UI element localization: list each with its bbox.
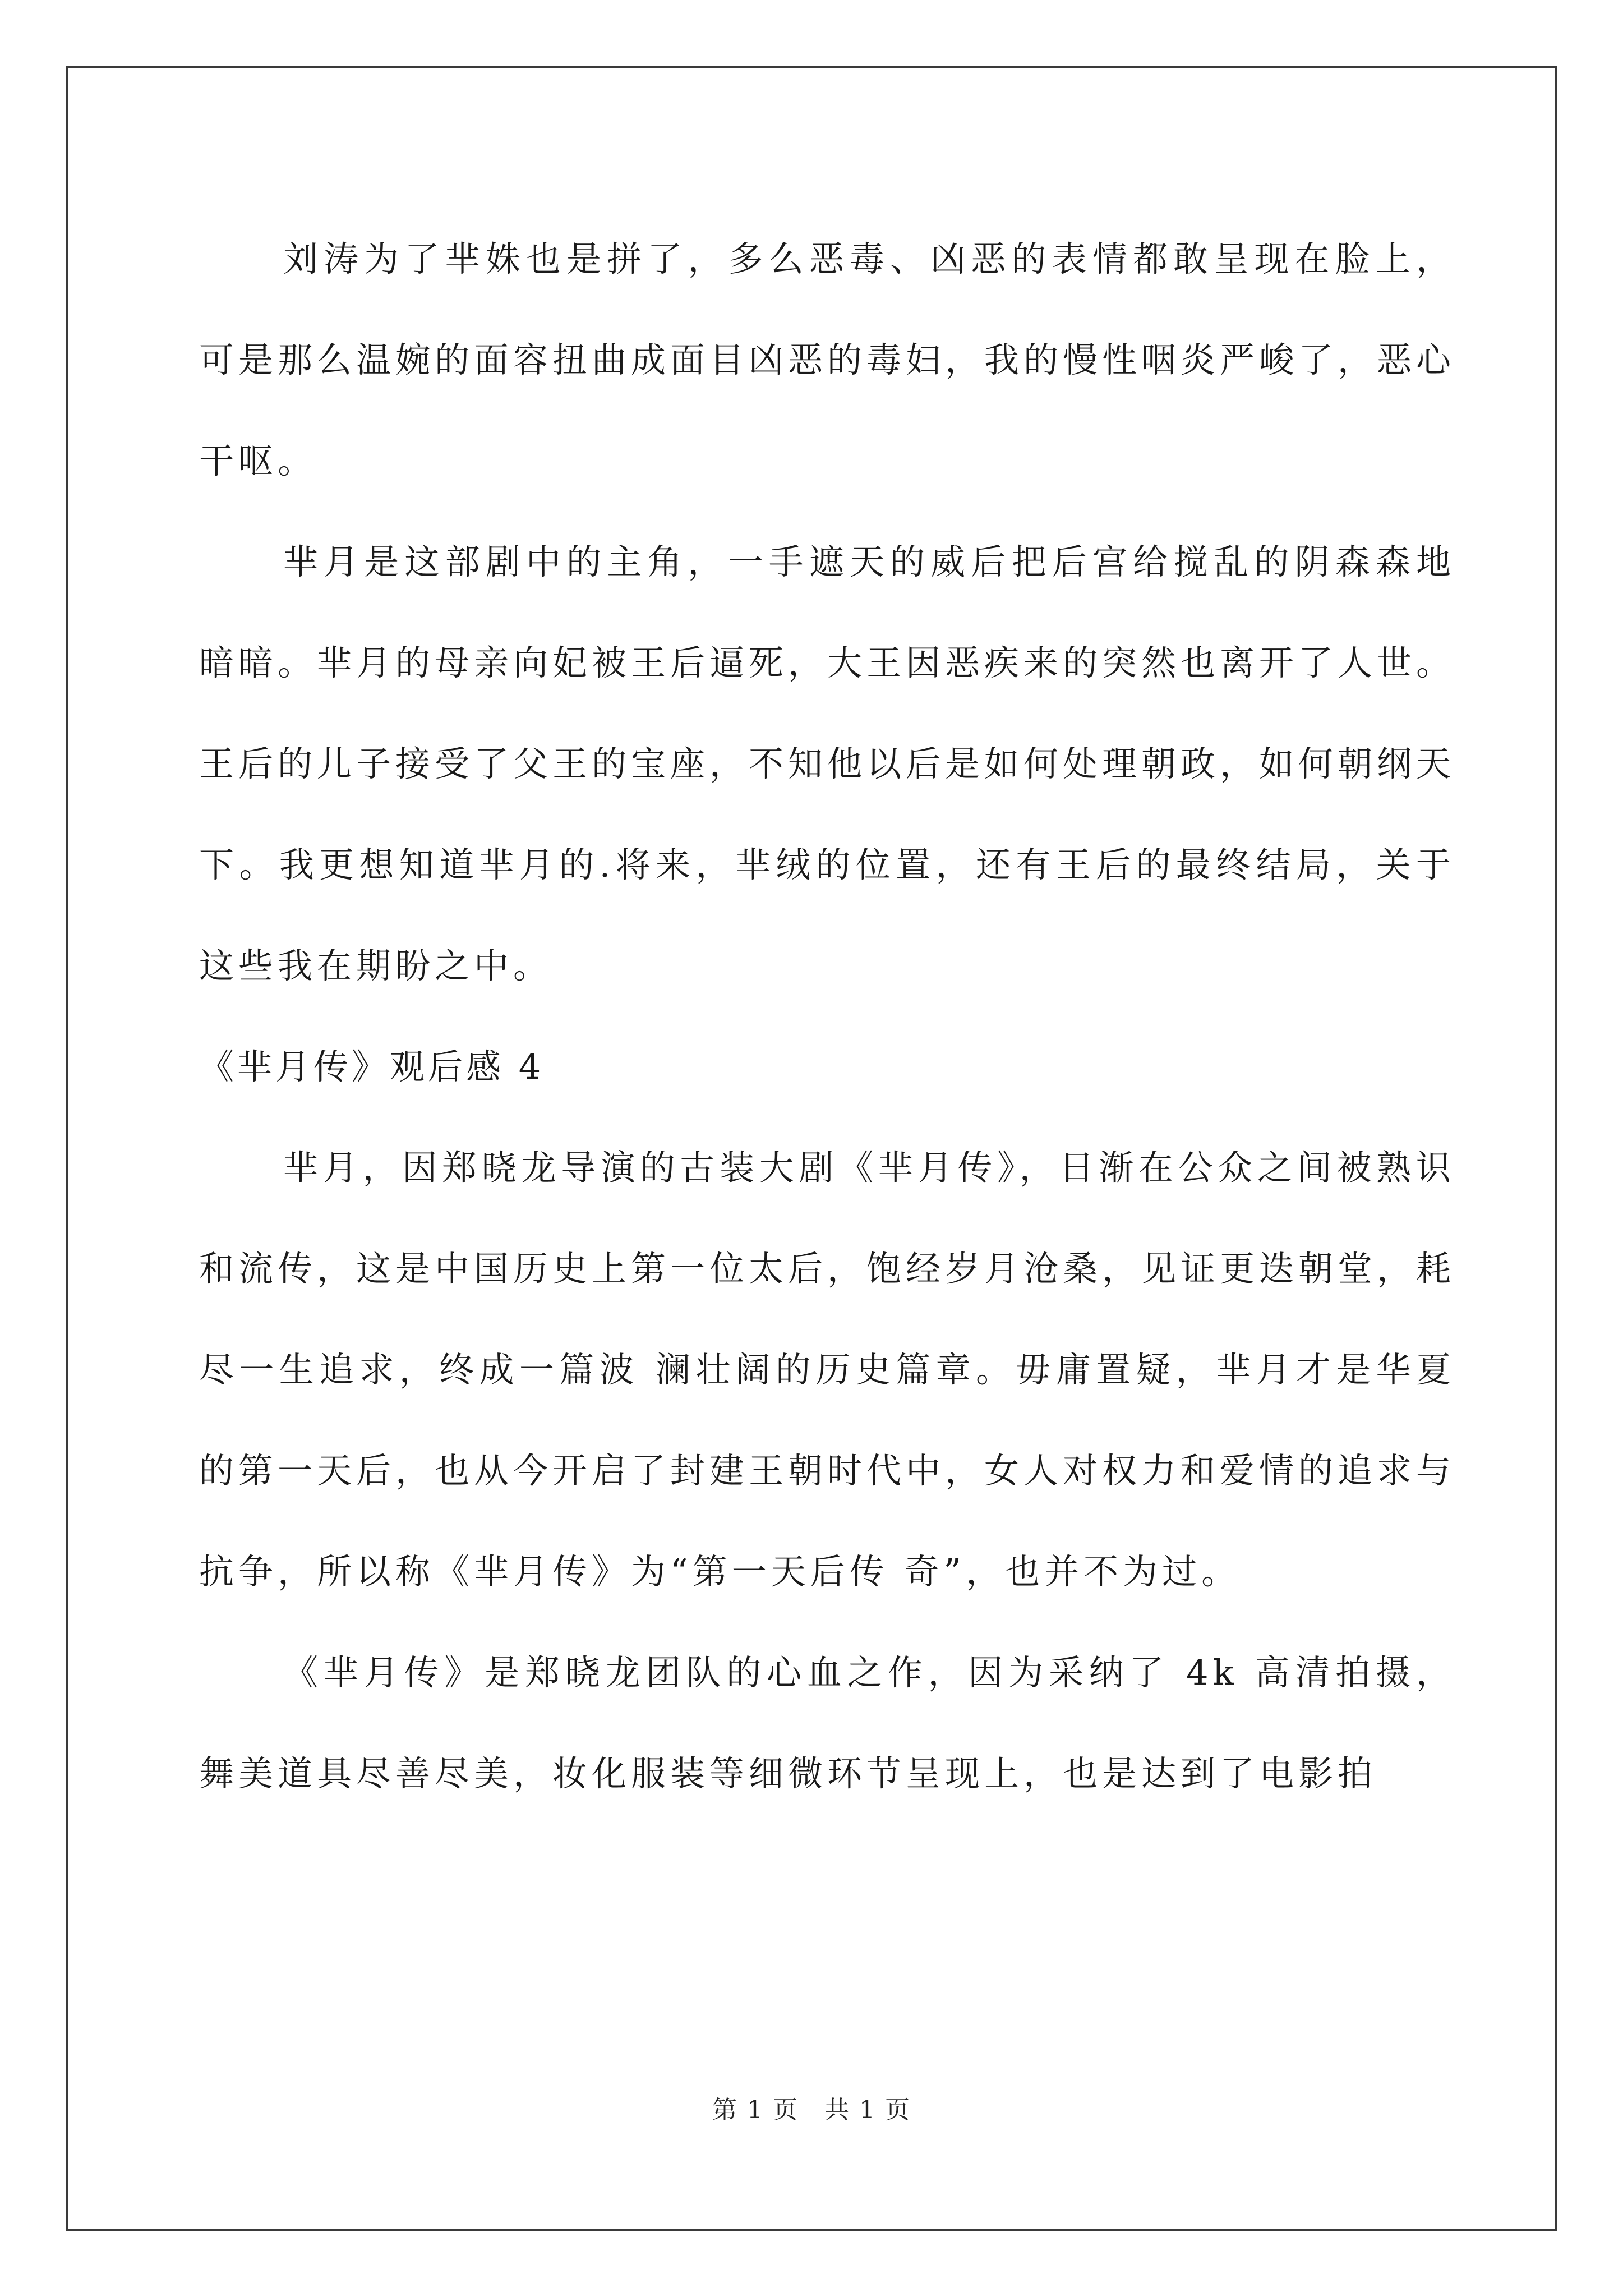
paragraph-3: 芈月，因郑晓龙导演的古装大剧《芈月传》，日渐在公众之间被熟识和流传，这是中国历史上第一位太后，饱经岁月沧桑，见证更迭朝堂，耗尽一生追求，终成一篇波 澜壮阔的历史篇章。毋庸置疑，芈月才是华夏的第一天后，也从今开启了封建王朝时代中，女人对权力和爱情的追求与抗争，所以称《芈月传》为“第一天后传 奇”，也并不为过。 <box>199 1147 1456 1592</box>
paragraph-2: 芈月是这部剧中的主角，一手遮天的威后把后宫给搅乱的阴森森地暗暗。芈月的母亲向妃被王后逼死，大王因恶疾来的突然也离开了人世。王后的儿子接受了父王的宝座，不知他以后是如何处理朝政，如何朝纲天下。我更想知道芈月的.将来，芈绒的位置，还有王后的最终结局，关于这些我在期盼之中。 <box>199 541 1456 986</box>
document-body <box>199 209 1455 1824</box>
paragraph-4: 《芈月传》是郑晓龙团队的心血之作，因为采纳了 4k 高清拍摄，舞美道具尽善尽美，妆化服装等细微环节呈现上，也是达到了电影拍 <box>199 1652 1455 1794</box>
paragraph-1: 刘涛为了芈姝也是拼了，多么恶毒、凶恶的表情都敢呈现在脸上，可是那么温婉的面容扭曲成面目凶恶的毒妇，我的慢性咽炎严峻了，恶心干呕。 <box>199 238 1456 481</box>
section-title: 《芈月传》观后感 4 <box>199 1046 545 1087</box>
page-footer: 第 1 页 共 1 页 <box>712 2096 911 2124</box>
